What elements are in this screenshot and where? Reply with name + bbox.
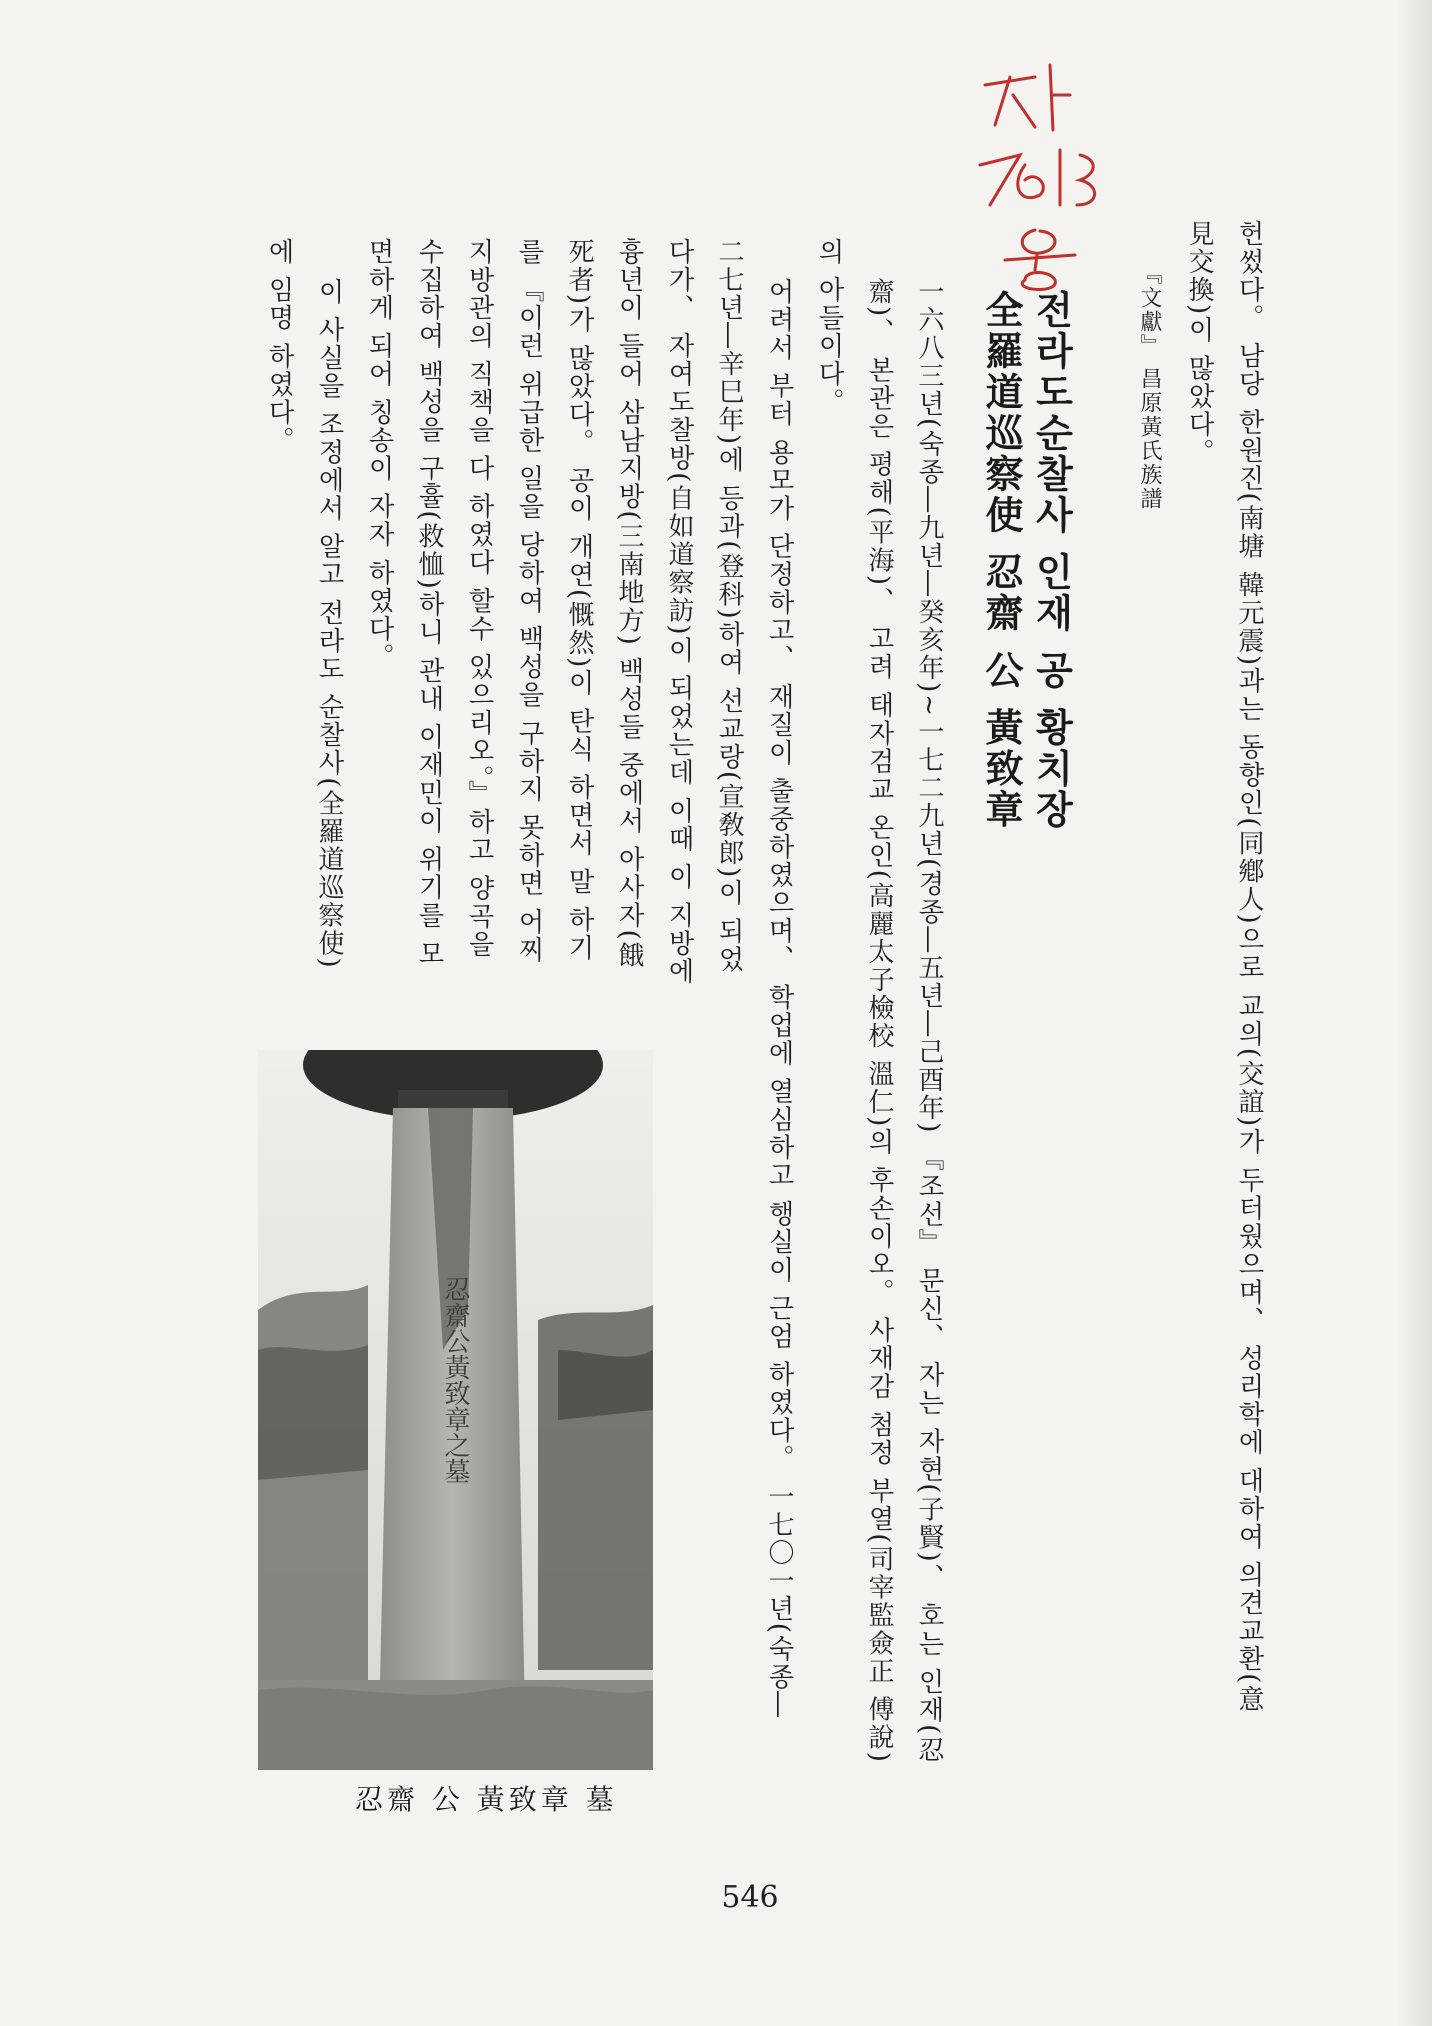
photo-caption: 忍齋 公 黃致章 墓 [355, 1783, 618, 1816]
entry-heading-korean: 전라도순찰사 인재 공 황치장 [1029, 290, 1074, 831]
body-column-5: 二七년―辛巳年)에 등과(登科)하여 선교랑(宣敎郎)이 되었 [714, 238, 744, 974]
column-previous-2: 見交換)이 많았다。 [1184, 220, 1214, 467]
entry-heading-hanja: 全羅道巡察使 忍齋 公 黃致章 [979, 290, 1024, 831]
tomb-photograph [258, 1050, 653, 1770]
column-source-reference: 『文獻』 昌原黃氏族譜 [1137, 262, 1162, 511]
body-column-10: 지방관의 직책을 다 하였다 할수 있으리오。』하고 양곡을 [464, 238, 494, 959]
page-number: 546 [721, 1880, 779, 1915]
body-column-1: 一六八三년(숙종―九년―癸亥年)~一七二九년(경종―五년―己酉年) 『조선』 문신、 자는 자현(子賢)、 호는 인재(忍 [914, 278, 944, 1765]
page-edge-shadow [1396, 0, 1432, 2026]
tomb-photo-drawing [258, 1050, 653, 1770]
body-column-7: 흉년이 들어 삼남지방(三南地方) 백성들 중에서 아사자(餓 [614, 238, 644, 970]
handwritten-annotation [965, 55, 1115, 295]
body-column-3: 의 아들이다。 [814, 238, 844, 417]
body-column-11: 수집하여 백성을 구휼(救恤)하니 관내 이재민이 위기를 모 [414, 238, 444, 968]
body-column-2: 齋)、 본관은 평해(平海)、 고려 태자검교 온인(高麗太子檢校 溫仁)의 후손이오。 사재감 첨정 부열(司宰監僉正 傅說) [864, 278, 894, 1764]
body-column-14: 에 임명 하였다。 [264, 238, 294, 455]
body-column-13: 이 사실을 조정에서 알고 전라도 순찰사(全羅道巡察使) [314, 278, 344, 970]
column-previous-1: 헌썼다。 남당 한원진(南塘 韓元震)과는 동향인(同鄕人)으로 교의(交誼)가 두터웠으며、 성리학에 대하여 의견교환(意 [1234, 220, 1264, 1714]
body-column-6: 다가、 자여도찰방(自如道察訪)이 되었는데 이때 이 지방에 [664, 238, 694, 986]
body-column-8: 死者)가 많았다。 공이 개연(慨然)이 탄식 하면서 말 하기 [564, 238, 594, 963]
tomb-stone-inscription: 忍齋公黃致章之墓 [440, 1276, 470, 1484]
body-column-9: 를 『이런 위급한 일을 당하여 백성을 구하지 못하면 어찌 [514, 238, 544, 965]
body-column-4: 어려서 부터 용모가 단정하고、 재질이 출중하였으며、 학업에 열심하고 행실이 근엄 하였다。 一七〇一년(숙종― [764, 278, 794, 1720]
body-column-12: 면하게 되어 칭송이 자자 하였다。 [364, 238, 394, 672]
